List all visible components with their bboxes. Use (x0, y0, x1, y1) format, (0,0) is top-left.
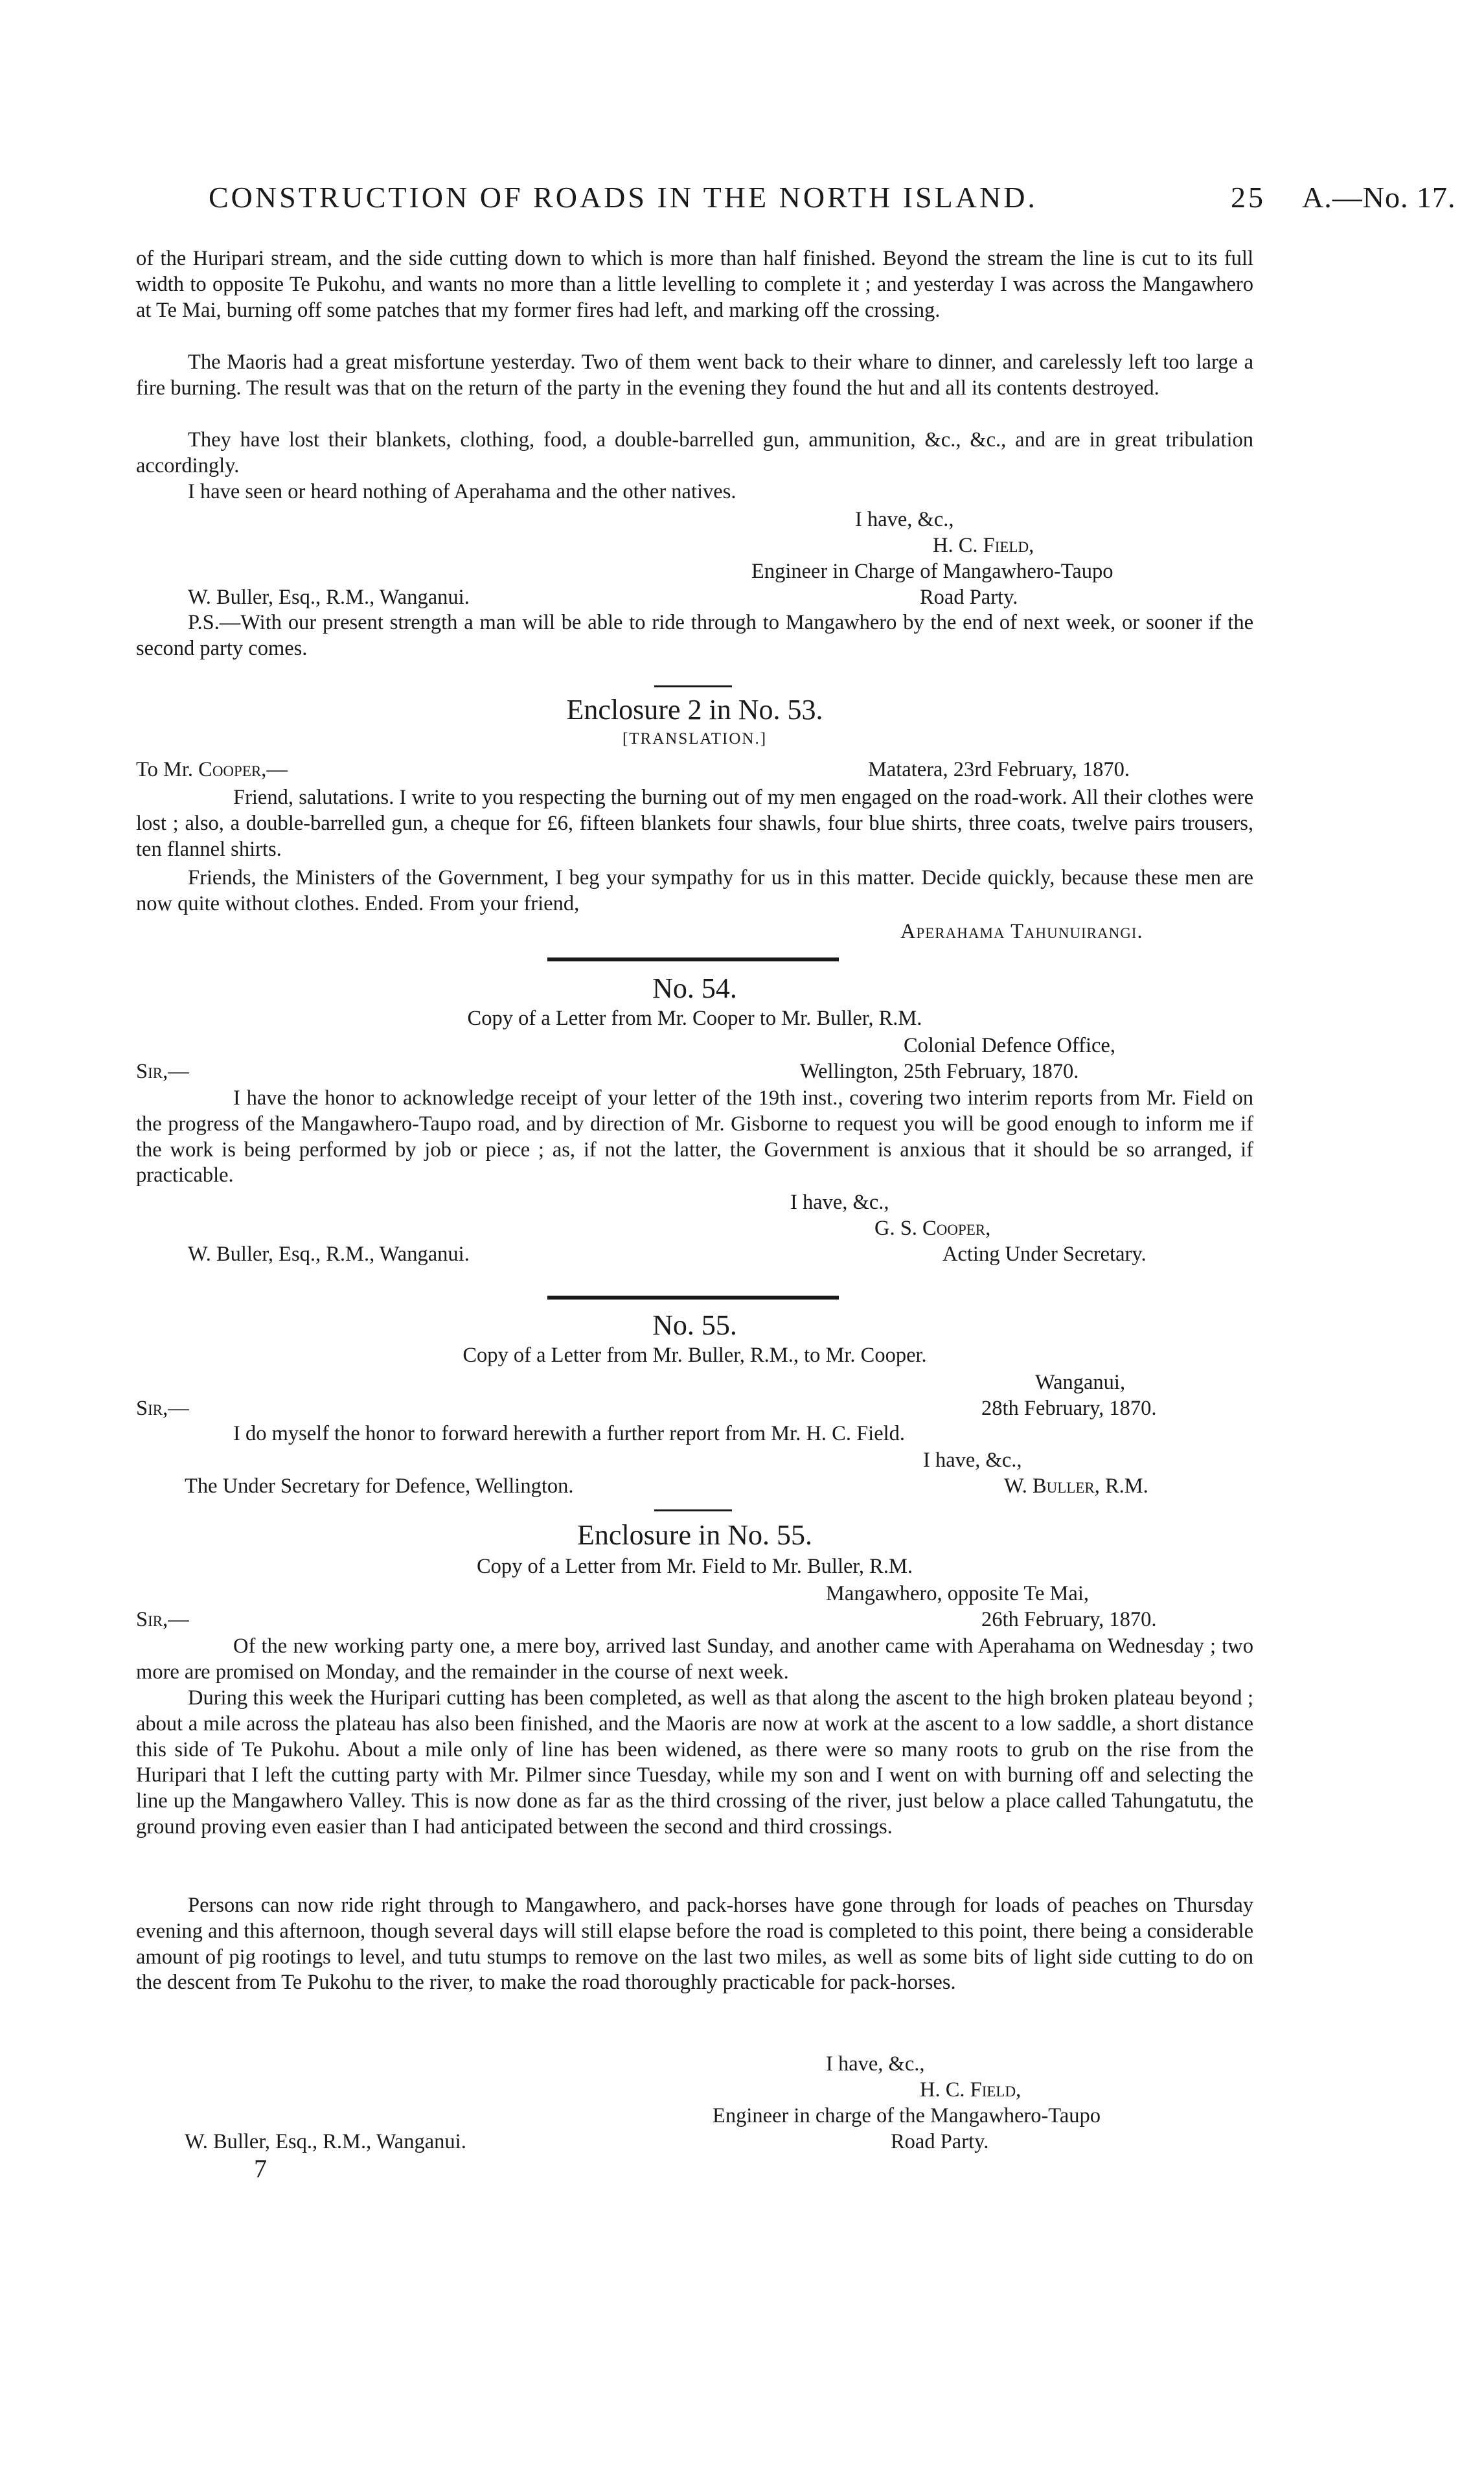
letter-paragraph: Friend, salutations. I write to you respecting the burning out of my men engaged on the road-work. All their clothes were lost ; also, a double-barrelled gun, a cheque for £6, fifteen blankets four shawls, four blue shirts, three coats, twelve pairs trousers, ten flannel shirts. (136, 786, 1253, 861)
signature-name: W. Buller, R.M. (1004, 1474, 1148, 1498)
place-date: Matatera, 23rd February, 1870. (868, 758, 1130, 781)
signature-name: H. C. Field, (920, 2078, 1022, 2102)
place-line: Mangawhero, opposite Te Mai, (826, 1582, 1089, 1605)
letter-paragraph: Friends, the Ministers of the Government, I beg your sympathy for us in this matter. Decide quickly, because these men are now quite without clothes. Ended. From your friend, (136, 866, 1253, 915)
place-line: Wanganui, (1035, 1371, 1126, 1394)
salutation: Sir,— (136, 1397, 189, 1420)
section-heading: Enclosure 2 in No. 53. (566, 694, 823, 726)
closing-line: I have, &c., (923, 1449, 1022, 1472)
page-number: 25 (1231, 181, 1266, 214)
letter-paragraph: Persons can now ride right through to Mangawhero, and pack-horses have gone through for loads of peaches on Thursday evening and this afternoon, though several days will still elapse before the road is completed to this point, there being a considerable amount of pig rootings to level, and tutu stumps to remove on the last two miles, as well as some bits of light side cutting to do on the descent from Te Pukohu to the river, to make the road thoroughly practicable for pack-horses. (136, 1894, 1253, 1995)
salutation: Sir,— (136, 1608, 189, 1631)
signature-title: Engineer in Charge of Mangawhero-Taupo (751, 560, 1113, 583)
section-subheading: Copy of a Letter from Mr. Cooper to Mr. Buller, R.M. (467, 1007, 922, 1030)
letter-paragraph: I do myself the honor to forward herewith a further report from Mr. H. C. Field. (233, 1422, 906, 1445)
letter-paragraph: During this week the Huripari cutting has been completed, as well as that along the ascent to the high broken plateau beyond ; about a mile across the plateau has also been finished, and the Maoris are now at work at the ascent to a low saddle, a short distance this side of Te Pukohu. About a mile only of line has been widened, as there were so many roots to grub on the rise from the Huripari that I left the cutting party with Mr. Pilmer since Tuesday, while my son and I went on with burning off and selecting the line up the Mangawhero Valley. This is now done as far as the third crossing of the river, just below a place called Tahungatutu, the ground proving even easier than I had anticipated between the second and third crossings. (136, 1686, 1253, 1839)
salutation: To Mr. Cooper,— (136, 758, 288, 781)
section-heading: No. 55. (652, 1309, 737, 1341)
letter-paragraph: of the Huripari stream, and the side cutting down to which is more than half finished. Beyond the stream the line is cut to its full width to opposite Te Pukohu, and wants no more than a little levelling to complete it ; and yesterday I was across the Mangawhero at Te Mai, burning off some patches that my former fires had left, and marking off the crossing. (136, 247, 1253, 322)
signature-title-cont: Road Party. (920, 586, 1018, 609)
letter-paragraph: They have lost their blankets, clothing, food, a double-barrelled gun, ammunition, &c., &c., and are in great tribulation accordingly. (136, 428, 1253, 477)
signature-title: Acting Under Secretary. (942, 1243, 1147, 1266)
signature-mark: 7 (254, 2154, 267, 2183)
recipient-name: Cooper (198, 758, 262, 781)
section-heading: Enclosure in No. 55. (577, 1519, 812, 1551)
letter-paragraph: I have the honor to acknowledge receipt of your letter of the 19th inst., covering two interim reports from Mr. Field on the progress of the Mangawhero-Taupo road, and by direction of Mr. Gisborne to request you will be good enough to inform me if the work is being performed by job or piece ; as, if not the latter, the Government is anxious that it should be so arranged, if practicable. (136, 1086, 1253, 1187)
signature-name: G. S. Cooper, (874, 1217, 991, 1240)
addressee: W. Buller, Esq., R.M., Wanganui. (188, 586, 470, 609)
document-reference: A.—No. 17. (1302, 181, 1456, 214)
signature-title: Engineer in charge of the Mangawhero-Taupo (713, 2104, 1101, 2127)
translation-label: [TRANSLATION.] (622, 730, 768, 748)
section-heading: No. 54. (652, 972, 737, 1004)
section-divider (547, 1296, 839, 1300)
signature-name: Aperahama Tahunuirangi. (900, 920, 1143, 943)
closing-line: I have, &c., (826, 2052, 925, 2076)
letter-paragraph: I have seen or heard nothing of Aperahama and the other natives. (188, 480, 736, 503)
divider (654, 685, 732, 687)
signature-name: H. C. Field, (933, 534, 1034, 557)
postscript: P.S.—With our present strength a man will be able to ride through to Mangawhero by the end of next week, or sooner if the second party comes. (136, 611, 1253, 660)
date-line: 28th February, 1870. (981, 1397, 1157, 1420)
date-line: 26th February, 1870. (981, 1608, 1157, 1631)
addressee: W. Buller, Esq., R.M., Wanganui. (188, 1243, 470, 1266)
closing-line: I have, &c., (790, 1191, 889, 1214)
letter-paragraph: The Maoris had a great misfortune yesterday. Two of them went back to their whare to dinner, and carelessly left too large a fire burning. The result was that on the return of the party in the evening they found the hut and all its contents destroyed. (136, 350, 1253, 400)
letter-paragraph: Of the new working party one, a mere boy, arrived last Sunday, and another came with Aperahama on Wednesday ; two more are promised on Monday, and the remainder in the course of next week. (136, 1634, 1253, 1684)
section-divider (547, 957, 839, 961)
place-date: Wellington, 25th February, 1870. (800, 1060, 1079, 1083)
section-subheading: Copy of a Letter from Mr. Buller, R.M., to Mr. Cooper. (462, 1344, 927, 1367)
signature-title-cont: Road Party. (891, 2130, 989, 2153)
salutation: Sir,— (136, 1060, 189, 1083)
addressee: The Under Secretary for Defence, Wellington. (185, 1474, 574, 1498)
divider (654, 1509, 732, 1511)
closing-line: I have, &c., (855, 508, 954, 531)
addressee: W. Buller, Esq., R.M., Wanganui. (185, 2130, 466, 2153)
office-line: Colonial Defence Office, (904, 1034, 1115, 1057)
section-subheading: Copy of a Letter from Mr. Field to Mr. Buller, R.M. (476, 1555, 913, 1578)
running-title: CONSTRUCTION OF ROADS IN THE NORTH ISLAND. (209, 181, 1038, 214)
